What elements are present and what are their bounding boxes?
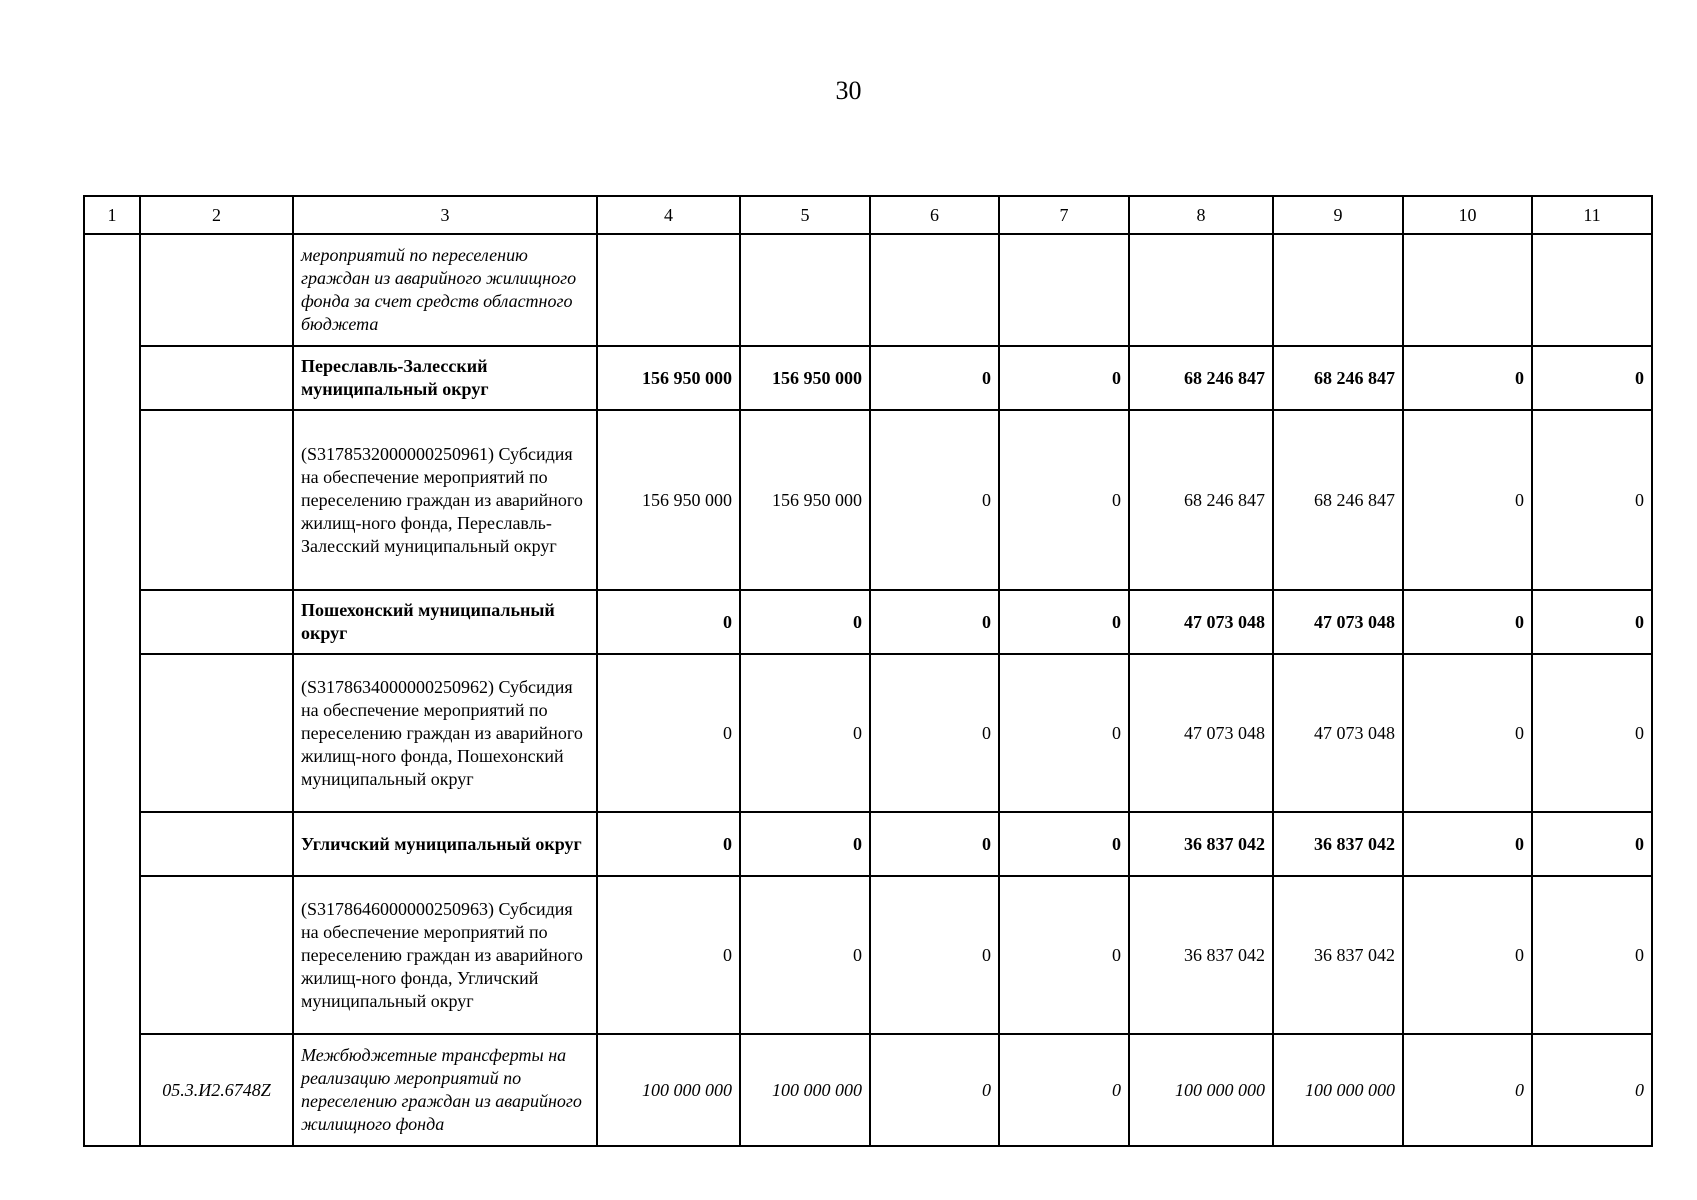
value-cell: 0	[870, 590, 999, 654]
value-cell: 0	[870, 876, 999, 1034]
value-cell: 0	[870, 346, 999, 410]
value-cell	[999, 234, 1129, 346]
value-cell: 100 000 000	[1273, 1034, 1403, 1146]
code-cell	[140, 654, 293, 812]
value-cell: 0	[1403, 1034, 1532, 1146]
value-cell: 0	[999, 812, 1129, 876]
code-cell	[140, 590, 293, 654]
value-cell: 0	[1532, 654, 1652, 812]
value-cell: 0	[1403, 876, 1532, 1034]
value-cell: 0	[870, 1034, 999, 1146]
header-cell: 8	[1129, 196, 1273, 234]
value-cell: 0	[999, 346, 1129, 410]
value-cell	[1129, 234, 1273, 346]
value-cell: 0	[870, 654, 999, 812]
value-cell: 0	[597, 654, 740, 812]
value-cell: 0	[1532, 876, 1652, 1034]
description-cell: Угличский муниципальный округ	[293, 812, 597, 876]
description-cell: (S3178634000000250962) Субсидия на обеспечение мероприятий по переселению граждан из аварийного жилищ-ного фонда, Пошехонский муниципальный округ	[293, 654, 597, 812]
value-cell: 0	[870, 812, 999, 876]
value-cell: 47 073 048	[1129, 654, 1273, 812]
value-cell	[597, 234, 740, 346]
value-cell: 36 837 042	[1273, 812, 1403, 876]
value-cell: 0	[1403, 346, 1532, 410]
table-row	[84, 876, 1652, 1034]
value-cell: 0	[1403, 654, 1532, 812]
value-cell: 0	[1532, 1034, 1652, 1146]
table-row	[84, 812, 1652, 876]
description-cell: (S3178532000000250961) Субсидия на обеспечение мероприятий по переселению граждан из аварийного жилищ-ного фонда, Переславль-Залесский муниципальный округ	[293, 410, 597, 590]
header-cell: 5	[740, 196, 870, 234]
value-cell: 68 246 847	[1273, 410, 1403, 590]
value-cell: 0	[1532, 346, 1652, 410]
table-row	[84, 410, 1652, 590]
header-cell: 4	[597, 196, 740, 234]
value-cell: 0	[1403, 410, 1532, 590]
value-cell	[1273, 234, 1403, 346]
header-cell: 10	[1403, 196, 1532, 234]
table-row	[84, 590, 1652, 654]
value-cell: 0	[1532, 590, 1652, 654]
code-cell	[140, 346, 293, 410]
value-cell: 0	[597, 876, 740, 1034]
value-cell: 68 246 847	[1129, 410, 1273, 590]
table-row	[84, 346, 1652, 410]
value-cell: 0	[999, 876, 1129, 1034]
value-cell: 0	[597, 812, 740, 876]
value-cell: 47 073 048	[1273, 654, 1403, 812]
description-cell: Переславль-Залесский муниципальный округ	[293, 346, 597, 410]
description-cell: Межбюджетные трансферты на реализацию мероприятий по переселению граждан из аварийного жилищного фонда	[293, 1034, 597, 1146]
header-cell: 11	[1532, 196, 1652, 234]
value-cell: 36 837 042	[1129, 876, 1273, 1034]
header-cell: 9	[1273, 196, 1403, 234]
value-cell	[1403, 234, 1532, 346]
value-cell: 0	[740, 590, 870, 654]
description-cell: (S3178646000000250963) Субсидия на обеспечение мероприятий по переселению граждан из аварийного жилищ-ного фонда, Угличский муниципальный округ	[293, 876, 597, 1034]
table-row	[84, 1034, 1652, 1146]
value-cell: 156 950 000	[597, 346, 740, 410]
value-cell: 0	[999, 654, 1129, 812]
value-cell: 0	[999, 590, 1129, 654]
value-cell: 36 837 042	[1273, 876, 1403, 1034]
header-row	[84, 196, 1652, 234]
value-cell: 47 073 048	[1129, 590, 1273, 654]
value-cell: 0	[1403, 812, 1532, 876]
value-cell: 0	[1403, 590, 1532, 654]
description-cell: мероприятий по переселению граждан из аварийного жилищного фонда за счет средств областного бюджета	[293, 234, 597, 346]
header-cell: 6	[870, 196, 999, 234]
value-cell: 0	[740, 812, 870, 876]
value-cell: 100 000 000	[740, 1034, 870, 1146]
value-cell: 0	[740, 876, 870, 1034]
page-number: 30	[835, 76, 862, 105]
value-cell: 36 837 042	[1129, 812, 1273, 876]
value-cell: 68 246 847	[1129, 346, 1273, 410]
value-cell: 100 000 000	[1129, 1034, 1273, 1146]
table-row	[84, 234, 1652, 346]
header-cell: 3	[293, 196, 597, 234]
value-cell: 0	[597, 590, 740, 654]
header-cell: 7	[999, 196, 1129, 234]
description-cell: Пошехонский муниципальный округ	[293, 590, 597, 654]
value-cell: 0	[1532, 410, 1652, 590]
data-table	[83, 195, 1653, 1147]
value-cell	[870, 234, 999, 346]
value-cell: 47 073 048	[1273, 590, 1403, 654]
value-cell: 0	[870, 410, 999, 590]
value-cell: 156 950 000	[740, 346, 870, 410]
code-cell	[140, 812, 293, 876]
code-cell	[140, 410, 293, 590]
value-cell: 68 246 847	[1273, 346, 1403, 410]
header-cell: 2	[140, 196, 293, 234]
value-cell	[740, 234, 870, 346]
value-cell: 0	[999, 410, 1129, 590]
table-row	[84, 654, 1652, 812]
code-cell	[140, 876, 293, 1034]
value-cell	[1532, 234, 1652, 346]
value-cell: 0	[1532, 812, 1652, 876]
code-cell: 05.3.И2.6748Z	[140, 1034, 293, 1146]
value-cell: 0	[740, 654, 870, 812]
value-cell: 156 950 000	[597, 410, 740, 590]
value-cell: 100 000 000	[597, 1034, 740, 1146]
value-cell: 0	[999, 1034, 1129, 1146]
code-cell	[140, 234, 293, 346]
index-cell	[84, 234, 140, 1146]
header-cell: 1	[84, 196, 140, 234]
value-cell: 156 950 000	[740, 410, 870, 590]
